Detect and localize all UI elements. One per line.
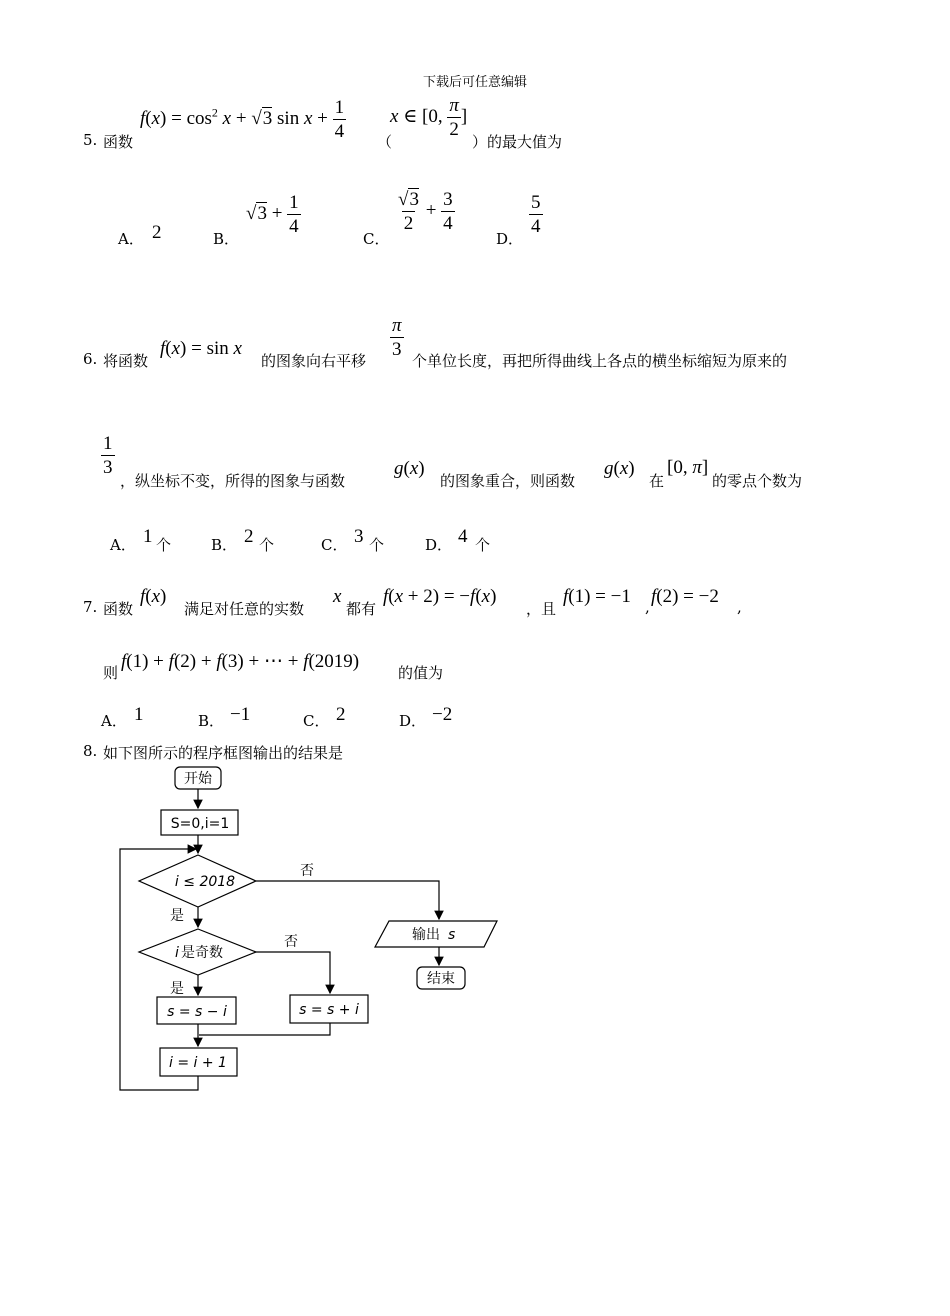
question-text: 的图象重合，则函数 — [440, 472, 576, 490]
formula-periodicity: f(x + 2) = −f(x) — [383, 586, 497, 607]
option-label: C． — [321, 536, 348, 554]
option-value: 3 — [354, 526, 364, 547]
increment-label: i = i + 1 — [169, 1055, 227, 1071]
question-text: 都有 — [346, 600, 377, 618]
option-value: $\frac{5}{4}$ — [531, 192, 541, 237]
question-text: 函数 — [103, 133, 134, 151]
start-label: 开始 — [184, 771, 212, 787]
output-var: s — [448, 927, 456, 943]
question-text: ，且 — [526, 600, 557, 618]
yes-label: 是 — [170, 981, 184, 997]
formula-f: f(x) = sin x — [160, 338, 242, 359]
page-header: 下载后可任意编辑 — [422, 75, 527, 90]
question-text: ，纵坐标不变，所得的图象与函数 — [120, 472, 346, 490]
option-label: C． — [303, 712, 330, 730]
yes-label: 是 — [170, 908, 184, 924]
question-text: 满足对任意的实数 — [184, 600, 305, 618]
question-text: 个单位长度，再把所得曲线上各点的横坐标缩短为原来的 — [412, 352, 788, 370]
output-label: 输出 — [412, 927, 440, 943]
option-value: −1 — [230, 704, 251, 725]
init-label: S=0,i=1 — [170, 816, 230, 832]
formula-shift: $\frac{\pi}{3}$ — [392, 315, 402, 360]
q5-cond-open: （ — [377, 133, 393, 151]
option-unit: 个 — [156, 536, 172, 554]
loop-condition-label: i ≤ 2018 — [174, 874, 236, 890]
question-number: 7. — [83, 598, 98, 616]
option-value: $\frac{√3}{2}$ + $\frac{3}{4}$ — [398, 189, 453, 234]
no-label: 否 — [300, 863, 314, 879]
even-branch-label: s = s + i — [299, 1002, 359, 1018]
question-text: 将函数 — [103, 352, 149, 370]
option-value: 2 — [244, 526, 254, 547]
odd-check-label: 是奇数 — [181, 945, 223, 961]
comma: , — [645, 598, 650, 616]
option-label: D． — [399, 712, 427, 730]
option-label: A． — [118, 230, 144, 248]
q5-cond-close: ）的最大值为 — [472, 133, 563, 151]
formula-f2: f(2) = −2 — [651, 586, 719, 607]
no-label: 否 — [284, 934, 298, 950]
flow-arrow — [256, 881, 439, 919]
formula-sum: f(1) + f(2) + f(3) + ⋯ + f(2019) — [121, 651, 360, 672]
formula-interval: [0, π] — [667, 457, 709, 478]
option-value: 1 — [134, 704, 144, 725]
formula-g: g(x) — [604, 458, 635, 479]
question-text: 的图象向右平移 — [261, 352, 367, 370]
comma: , — [737, 598, 742, 616]
question-text: 在 — [649, 472, 665, 490]
question-number: 8. — [83, 742, 98, 760]
option-value: −2 — [432, 704, 453, 725]
question-number: 6. — [83, 350, 98, 368]
option-label: D． — [425, 536, 453, 554]
question-text: 的零点个数为 — [712, 472, 803, 490]
q5-domain-formula: x ∈ [0, $\frac{\pi}{2}$ ] — [390, 95, 468, 140]
question-text: 如下图所示的程序框图输出的结果是 — [103, 744, 344, 762]
option-value: 4 — [458, 526, 468, 547]
option-value: 2 — [336, 704, 346, 725]
odd-branch-label: s = s − i — [167, 1004, 227, 1020]
option-value: √3 + $\frac{1}{4}$ — [246, 192, 299, 237]
question-number: 5. — [83, 131, 98, 149]
q5-function-formula: $f(x) = \cos^2 x + √3$ sin x + $\frac{1}{4}$ — [140, 97, 345, 142]
flow-arrow — [256, 952, 330, 993]
option-label: C． — [363, 230, 390, 248]
option-value: 2 — [152, 222, 162, 243]
option-label: A． — [110, 536, 136, 554]
formula-f: f(x) — [140, 586, 167, 607]
formula-scale: $\frac{1}{3}$ — [103, 433, 113, 478]
option-label: B． — [213, 230, 240, 248]
option-unit: 个 — [475, 536, 491, 554]
option-label: A． — [101, 712, 127, 730]
option-unit: 个 — [369, 536, 385, 554]
option-value: 1 — [143, 526, 153, 547]
option-unit: 个 — [259, 536, 275, 554]
end-label: 结束 — [427, 971, 455, 987]
option-label: D． — [496, 230, 524, 248]
formula-g: g(x) — [394, 458, 425, 479]
merge-line — [199, 1023, 330, 1035]
question-text: 则 — [103, 664, 119, 682]
option-label: B． — [211, 536, 238, 554]
question-text: 的值为 — [398, 664, 444, 682]
option-label: B． — [198, 712, 225, 730]
formula-f1: f(1) = −1 — [563, 586, 631, 607]
formula-x: x — [333, 586, 342, 607]
odd-check-var: i — [175, 945, 179, 961]
question-text: 函数 — [103, 600, 134, 618]
